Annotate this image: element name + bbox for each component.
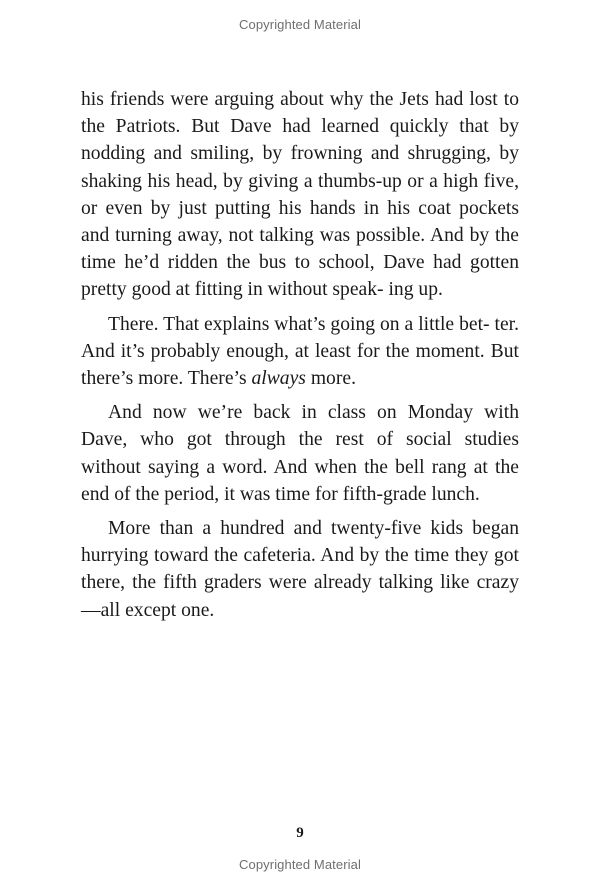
paragraph-3: And now we’re back in class on Monday with Dave, who got through the rest of social studies without saying a word. And when the bell rang at the end of the period, it was time for fifth-grade lunch. <box>81 402 519 505</box>
paragraph-2-start: There. That explains what’s going on a little bet- ter. And it’s probably enough, at least for the moment. But there’s more. There’s <box>81 313 519 390</box>
book-page-text <box>81 86 519 631</box>
paragraph-1: his friends were arguing about why the Jets had lost to the Patriots. But Dave had learned quickly that by nodding and smiling, by frowning and shrugging, by shaking his head, by giving a thumbs-up or a high five, or even by just putting his hands in his coat pockets and turning away, not talking was possible. And by the time he’d ridden the bus to school, Dave had gotten pretty good at fitting in without speak- ing up. <box>81 89 519 301</box>
copyright-watermark-top: Copyrighted Material <box>239 17 361 32</box>
page-number: 9 <box>296 825 304 841</box>
emphasis-always: always <box>251 368 306 390</box>
paragraph-4: More than a hundred and twenty-five kids began hurrying toward the cafeteria. And by the time they got there, the fifth graders were already talking like crazy—all except one. <box>81 518 519 621</box>
copyright-watermark-bottom: Copyrighted Material <box>239 857 361 872</box>
paragraph-2 <box>81 311 519 393</box>
paragraph-2-end: more. <box>305 368 356 390</box>
